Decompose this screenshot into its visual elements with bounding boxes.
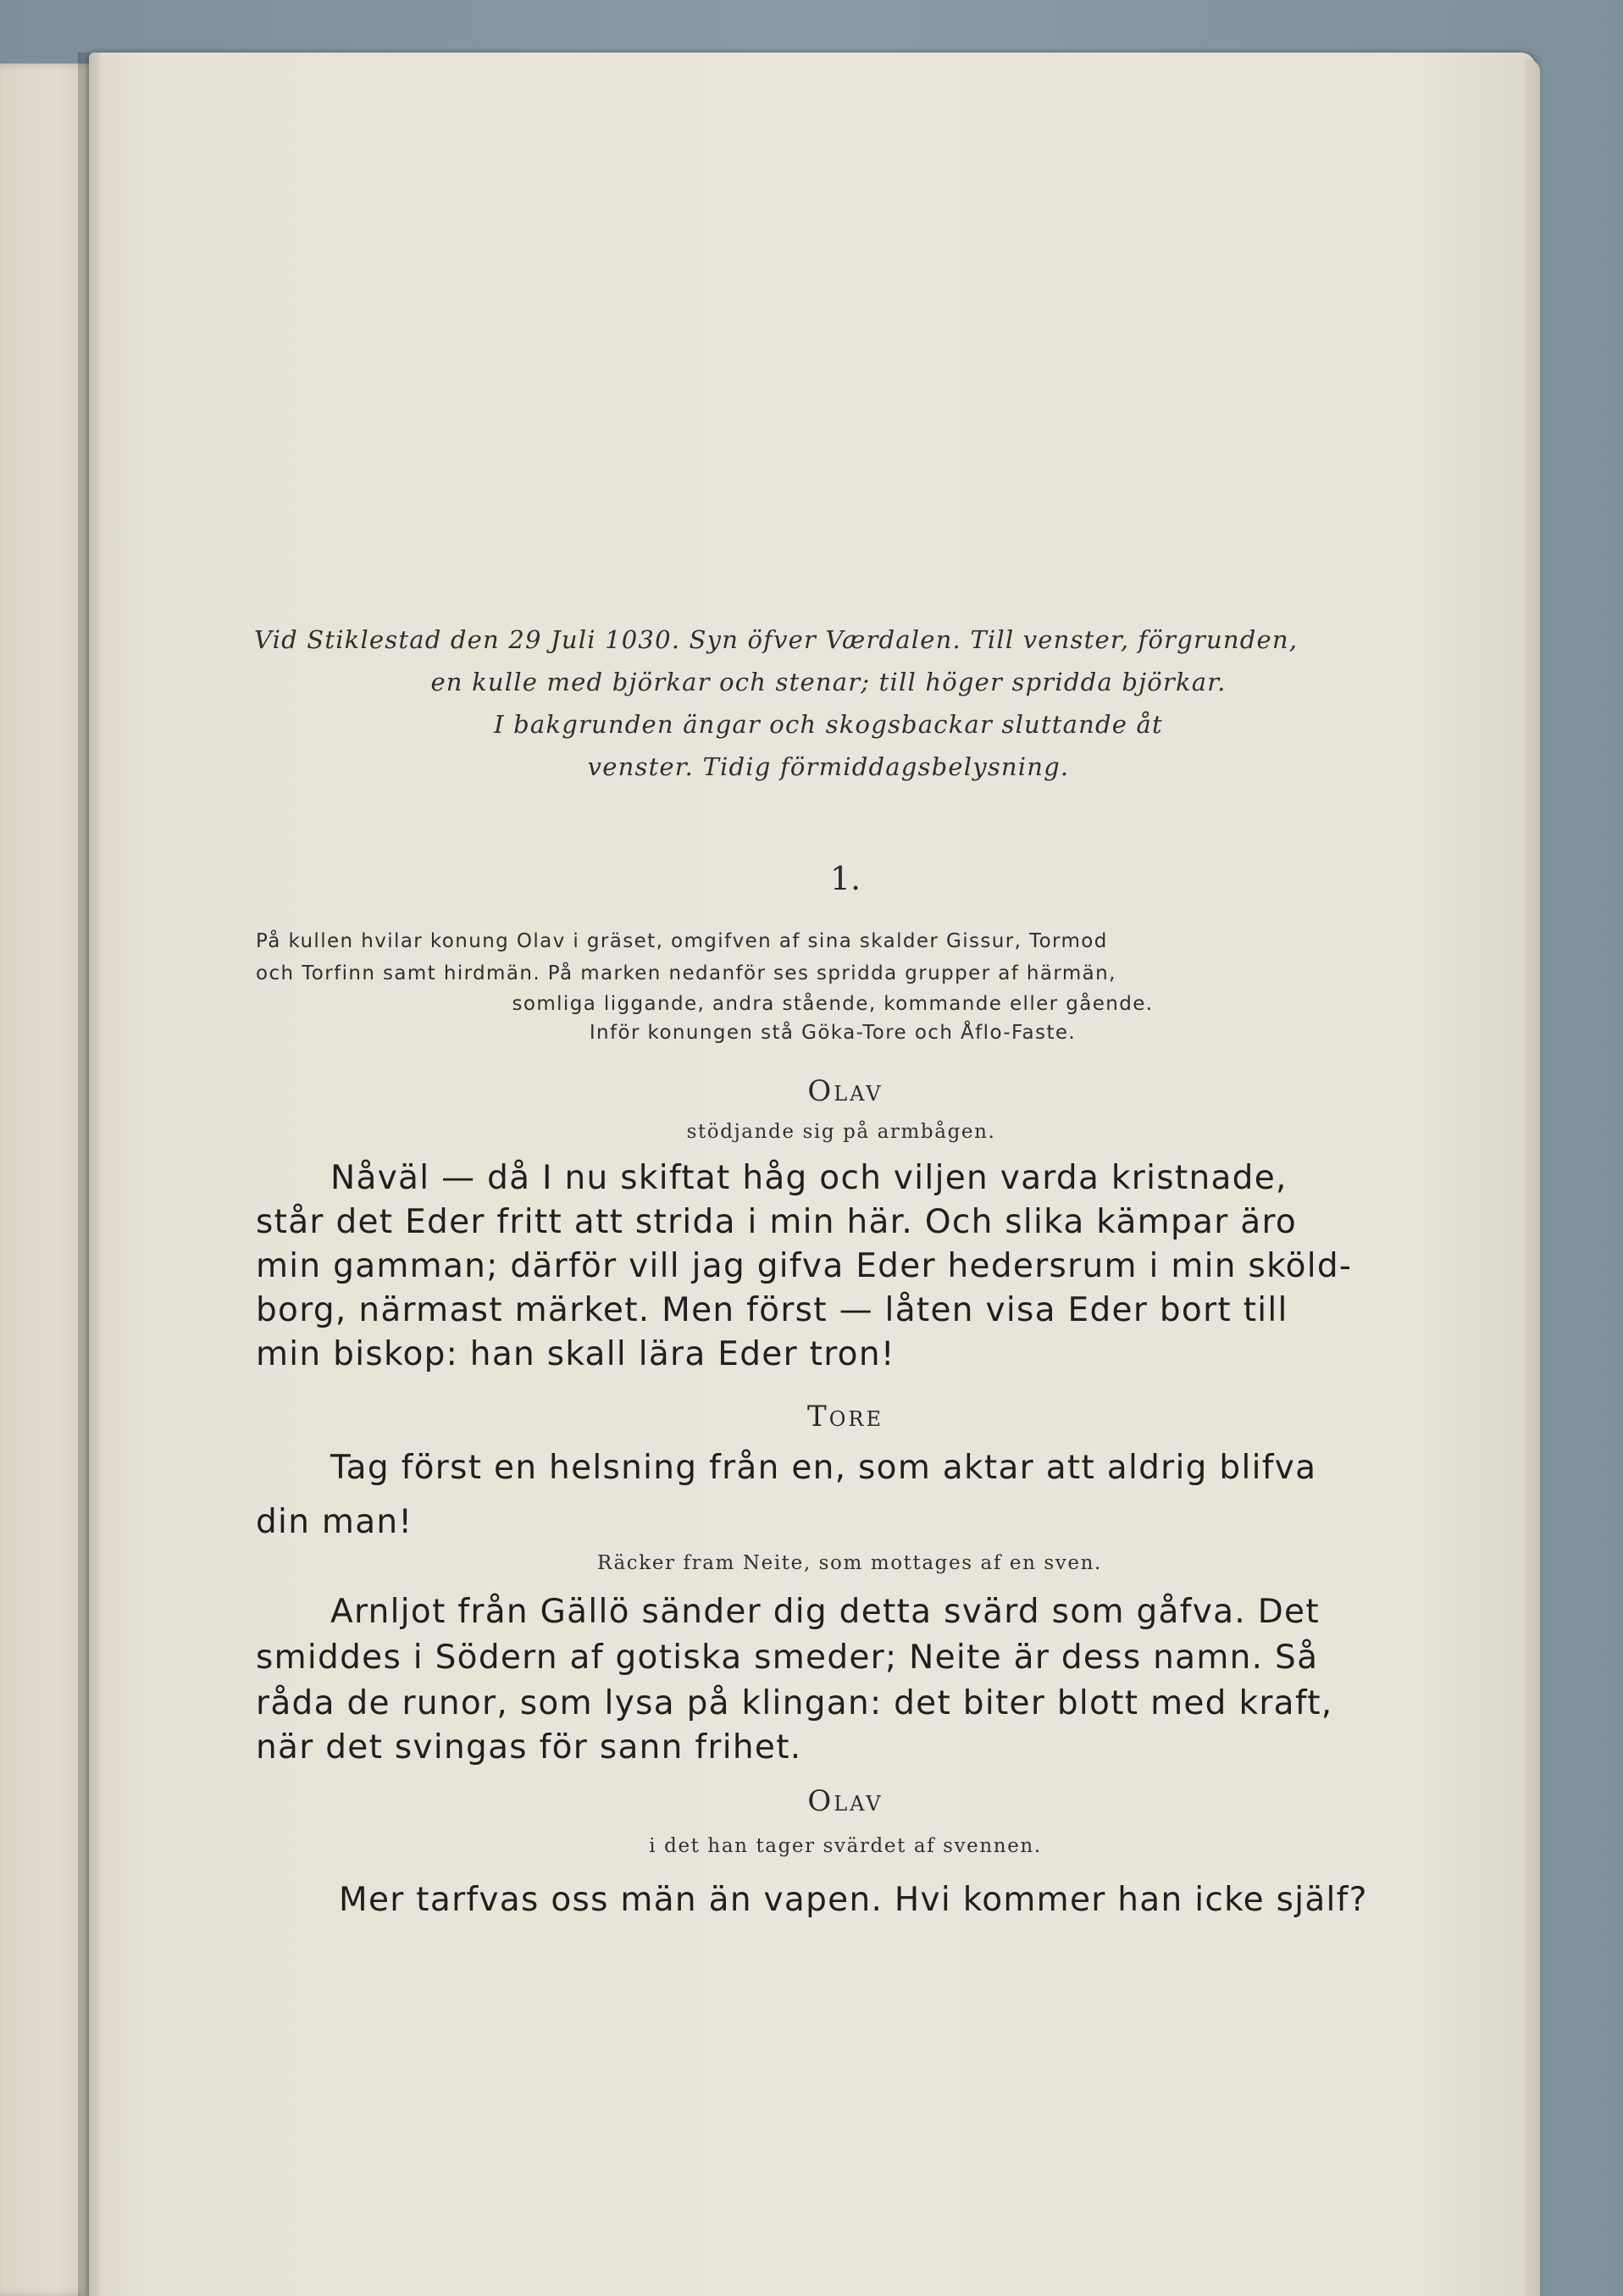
dialogue-line: Tag först en helsning från en, som aktar att aldrig blifva [330, 1449, 1317, 1487]
stage-direction: Räcker fram Neite, som mottages af en sven. [597, 1552, 1102, 1574]
setting-line-2: en kulle med björkar och stenar; till höger spridda björkar. [430, 668, 1227, 696]
dialogue-line: Mer tarfvas oss män än vapen. Hvi kommer han icke själf? [339, 1881, 1368, 1919]
stage-direction: stödjande sig på armbågen. [686, 1121, 996, 1143]
stage-direction: i det han tager svärdet af svennen. [649, 1835, 1042, 1857]
description-line-4: Inför konungen stå Göka-Tore och Åflo-Faste. [589, 1022, 1077, 1044]
setting-line-1: Vid Stiklestad den 29 Juli 1030. Syn öfver Værdalen. Till venster, förgrunden, [254, 625, 1299, 654]
dialogue-line: Arnljot från Gällö sänder dig detta svärd som gåfva. Det [330, 1593, 1320, 1631]
dialogue-line: min gamman; därför vill jag gifva Eder hedersrum i min sköld- [256, 1247, 1353, 1285]
page-edge [1525, 59, 1540, 2296]
dialogue-line: borg, närmast märket. Men först — låten visa Eder bort till [256, 1291, 1288, 1329]
dialogue-line: min biskop: han skall lära Eder tron! [256, 1335, 895, 1373]
book-gutter [78, 53, 100, 2296]
speaker-olav: Olav [807, 1074, 884, 1108]
description-line-3: somliga liggande, andra stående, kommande eller gående. [512, 993, 1154, 1015]
speaker-tore: Tore [807, 1400, 884, 1434]
dialogue-line: Nåväl — då I nu skiftat håg och viljen varda kristnade, [330, 1159, 1288, 1197]
dialogue-line: står det Eder fritt att strida i min här. Och slika kämpar äro [256, 1203, 1298, 1241]
setting-line-3: I bakgrunden ängar och skogsbackar sluttande åt [494, 710, 1163, 739]
dialogue-line: när det svingas för sann frihet. [256, 1728, 802, 1766]
dialogue-line: smiddes i Södern af gotiska smeder; Neite är dess namn. Så [256, 1639, 1319, 1677]
description-line-2: och Torfinn samt hirdmän. På marken nedanför ses spridda grupper af härmän, [256, 962, 1116, 984]
dialogue-line: råda de runor, som lysa på klingan: det biter blott med kraft, [256, 1684, 1333, 1722]
setting-line-4: venster. Tidig förmiddagsbelysning. [587, 752, 1070, 781]
dialogue-line: din man! [256, 1503, 413, 1541]
description-line-1: På kullen hvilar konung Olav i gräset, omgifven af sina skalder Gissur, Tormod [256, 930, 1108, 952]
speaker-olav: Olav [807, 1784, 884, 1818]
scene-number: 1. [829, 860, 861, 897]
